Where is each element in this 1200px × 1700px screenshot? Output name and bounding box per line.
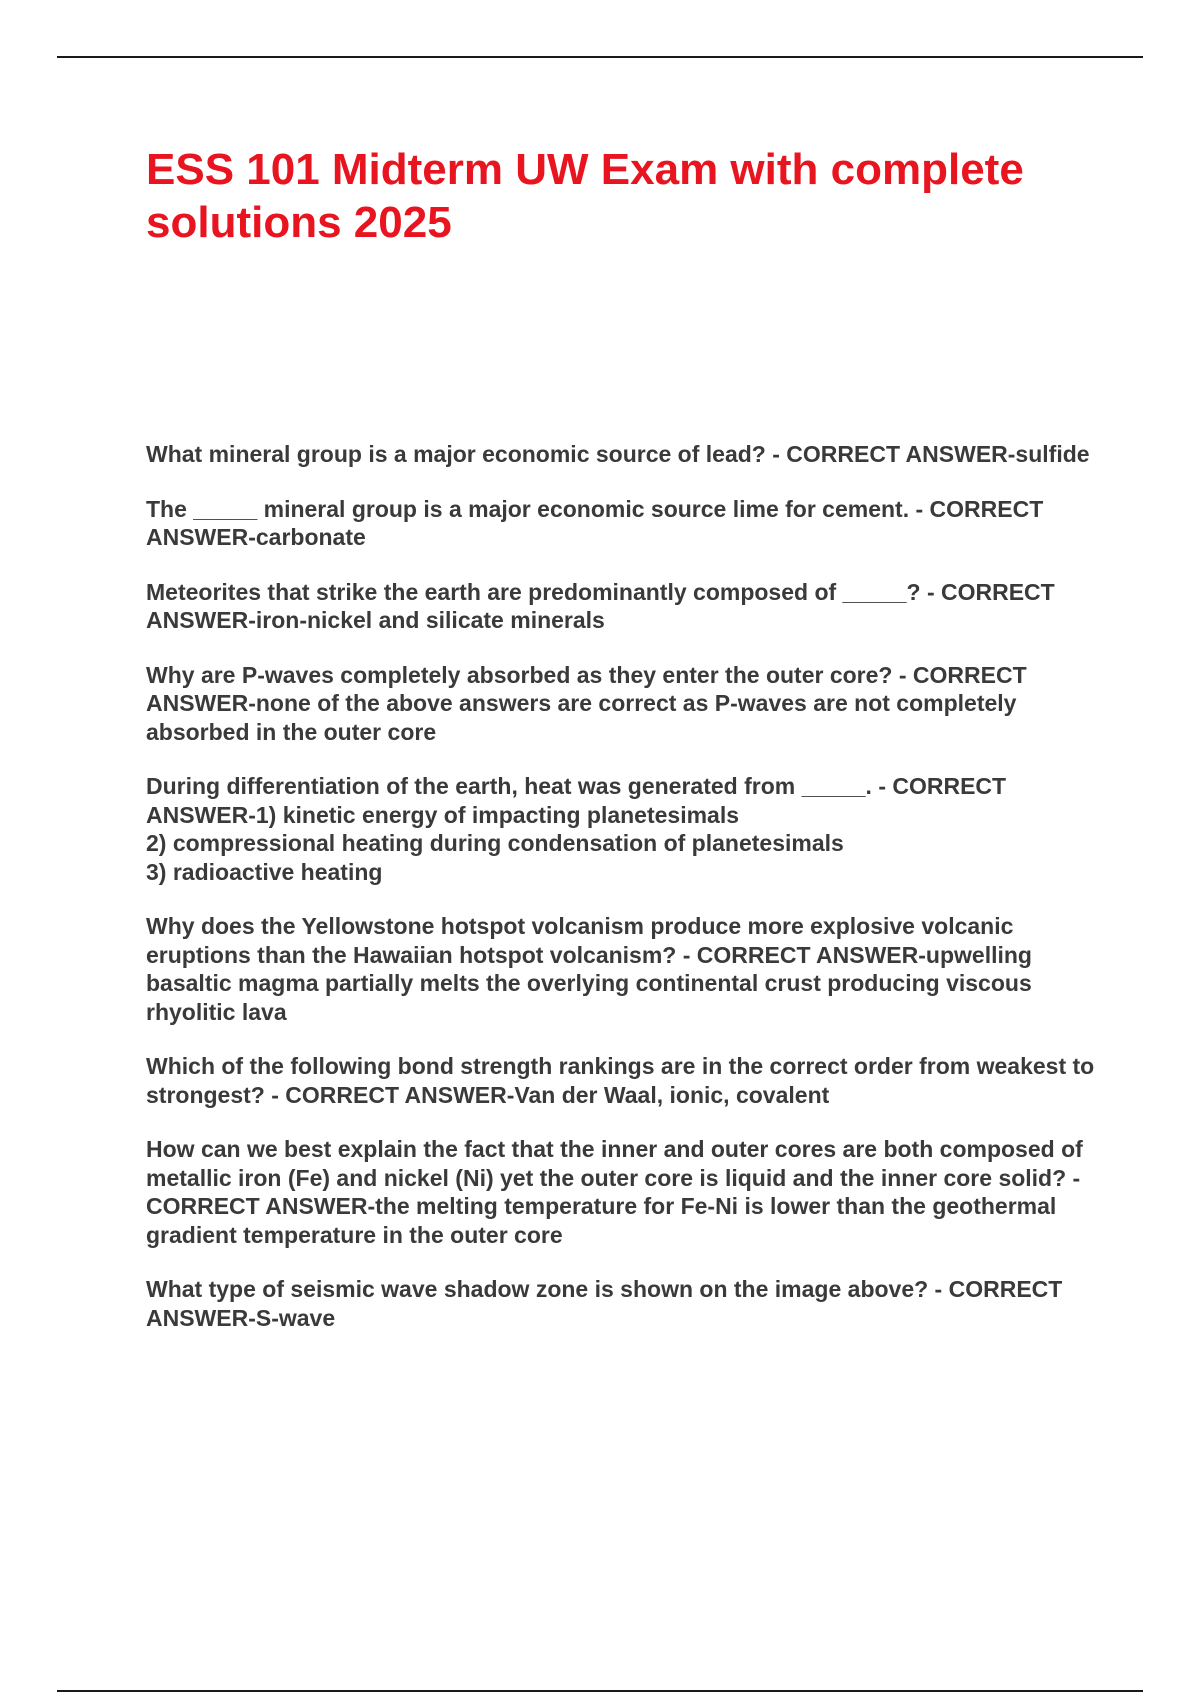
qa-item: How can we best explain the fact that the inner and outer cores are both composed of metallic iron (Fe) and nickel (Ni) yet the outer core is liquid and the inner core solid? - CORRECT ANSWER-the melting temperature for Fe-Ni is lower than the geothermal gradient temperature in the outer core xyxy=(146,1136,1090,1248)
qa-item: Meteorites that strike the earth are predominantly composed of _____? - CORRECT ANSWER-iron-nickel and silicate minerals xyxy=(146,578,1061,633)
qa-item: What type of seismic wave shadow zone is shown on the image above? - CORRECT ANSWER-S-wave xyxy=(146,1276,1068,1331)
qa-item: What mineral group is a major economic source of lead? - CORRECT ANSWER-sulfide xyxy=(146,441,1090,467)
qa-item: The _____ mineral group is a major economic source lime for cement. - CORRECT ANSWER-carbonate xyxy=(146,495,1049,550)
bottom-rule xyxy=(57,1690,1143,1692)
top-rule xyxy=(57,56,1143,58)
qa-list xyxy=(146,440,1101,1358)
qa-item: Which of the following bond strength rankings are in the correct order from weakest to strongest? - CORRECT ANSWER-Van der Waal, ionic, covalent xyxy=(146,1053,1101,1108)
qa-item: Why does the Yellowstone hotspot volcanism produce more explosive volcanic eruptions than the Hawaiian hotspot volcanism? - CORRECT ANSWER-upwelling basaltic magma partially melts the overlying continental crust producing viscous rhyolitic lava xyxy=(146,913,1039,1025)
document-title: ESS 101 Midterm UW Exam with complete solutions 2025 xyxy=(146,145,1024,247)
qa-item: Why are P-waves completely absorbed as they enter the outer core? - CORRECT ANSWER-none of the above answers are correct as P-waves are not completely absorbed in the outer core xyxy=(146,661,1033,745)
qa-item: During differentiation of the earth, heat was generated from _____. - CORRECT ANSWER-1) kinetic energy of impacting planetesimals 2) compressional heating during condensation of planetesimals 3) radioactive heating xyxy=(146,773,1007,885)
